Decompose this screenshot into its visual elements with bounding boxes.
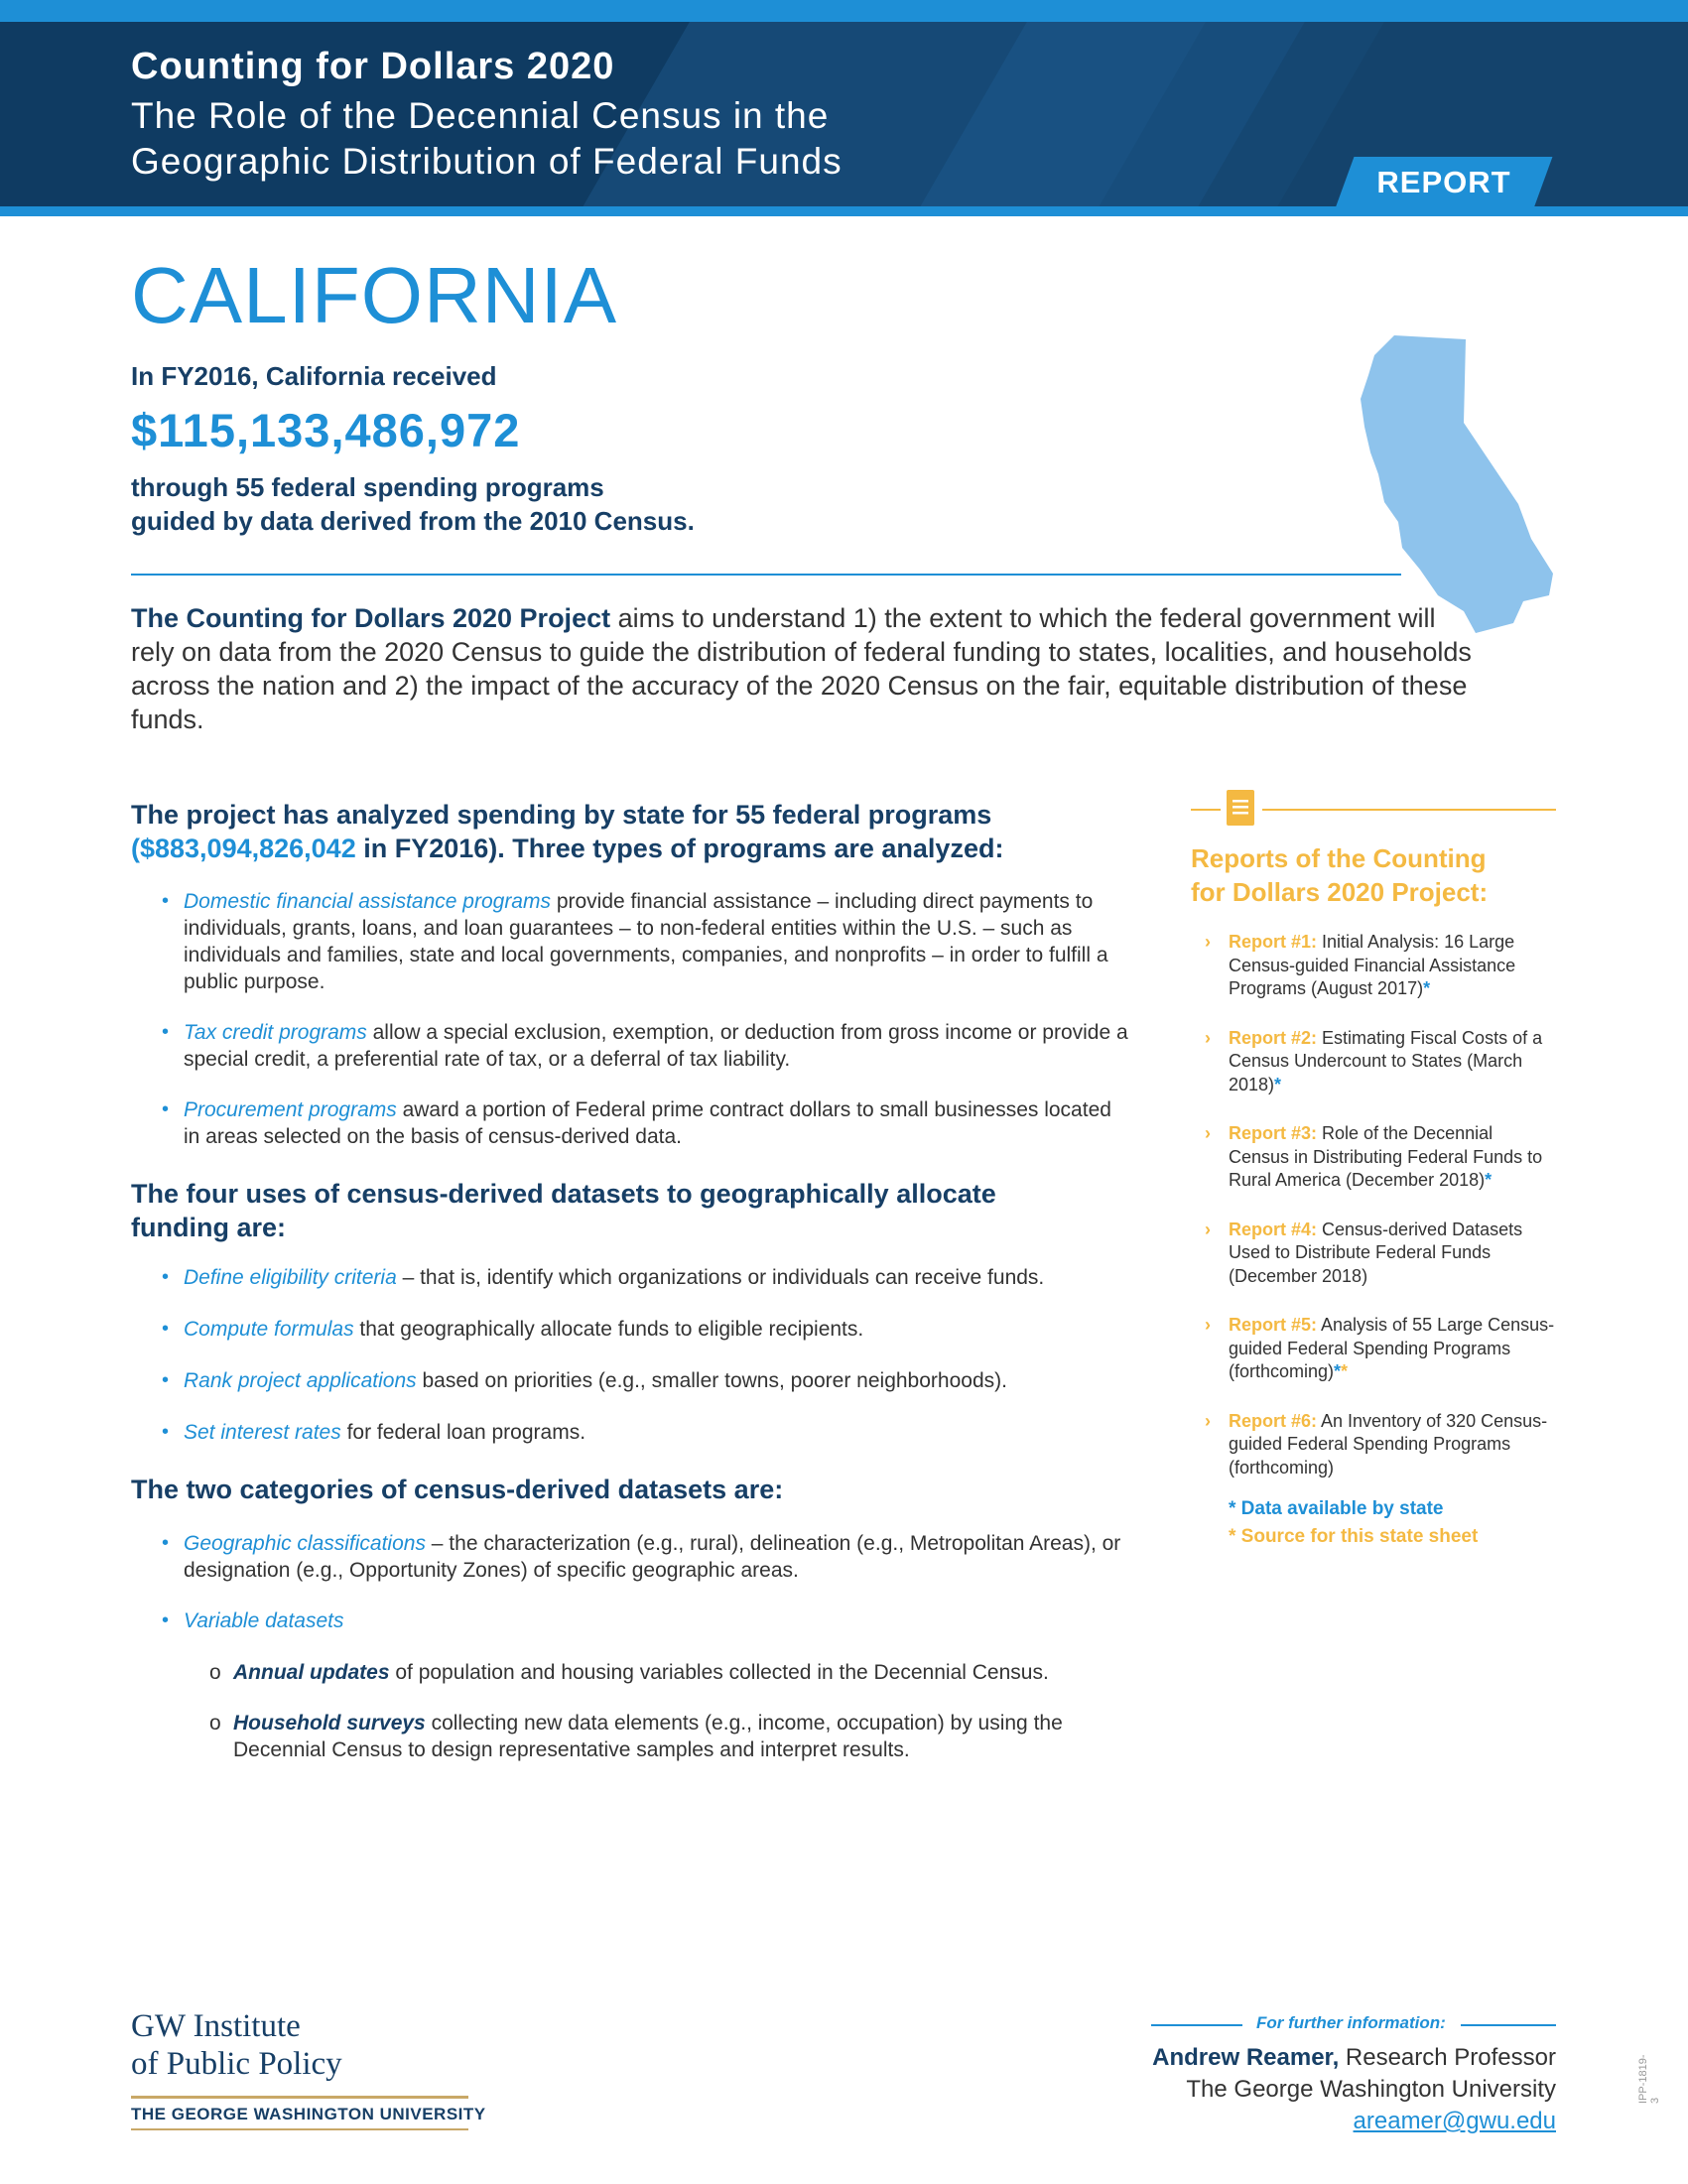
contact-title: Research Professor [1339, 2044, 1556, 2071]
list-item-term: Procurement programs [184, 1098, 397, 1121]
bullet-icon: • [162, 1318, 170, 1340]
list-item-text: – that is, identify which organizations or individuals can receive funds. [396, 1266, 1045, 1289]
section2-heading [131, 1177, 1123, 1244]
intro-highlight: The Counting for Dollars 2020 Project [131, 603, 611, 633]
sublist-item-term: Annual updates [233, 1661, 390, 1684]
intro-paragraph [131, 601, 1481, 736]
bullet-icon: • [162, 1532, 170, 1554]
report-text: Initial Analysis: 16 Large Census-guided Financial Assistance Programs (August 2017) [1229, 932, 1516, 998]
further-info-label: For further information: [1256, 2013, 1446, 2032]
org-name-line1: GW Institute [131, 2008, 301, 2044]
logo-rule [131, 2128, 468, 2130]
report-label: Report #1: [1229, 932, 1318, 952]
programs-line1: through 55 federal spending programs [131, 472, 604, 502]
chevron-right-icon: › [1205, 1315, 1211, 1335]
star-blue: * [1334, 1361, 1342, 1381]
document-id: IPP-1819-3 [1637, 2054, 1661, 2104]
bullet-icon: • [162, 1098, 170, 1120]
list-item [162, 1316, 1176, 1343]
chevron-right-icon: › [1205, 1219, 1211, 1239]
sublist-item-term: Household surveys [233, 1712, 426, 1734]
list-item-text: that geographically allocate funds to eligible recipients. [353, 1318, 864, 1341]
footer-rule [1461, 2024, 1556, 2026]
sidebar-rule [1191, 809, 1221, 811]
list-item-term: Define eligibility criteria [184, 1266, 397, 1289]
contact-name-line [1152, 2044, 1556, 2072]
university-name: THE GEORGE WASHINGTON UNIVERSITY [131, 2105, 486, 2123]
section1-heading-a: The project has analyzed spending by state for 55 federal programs [131, 800, 992, 830]
bullet-icon: • [162, 1021, 170, 1043]
list-item [162, 1019, 1131, 1073]
sidebar-title-line1: Reports of the Counting [1191, 843, 1487, 873]
list-item-term: Geographic classifications [184, 1532, 426, 1555]
report-text: Census-derived Datasets Used to Distribute Federal Funds (December 2018) [1229, 1219, 1523, 1286]
list-item [162, 1264, 1176, 1291]
report-item [1205, 1314, 1556, 1384]
section3-heading: The two categories of census-derived datasets are: [131, 1475, 784, 1504]
list-item [162, 1607, 1131, 1634]
bullet-icon: • [162, 1421, 170, 1443]
programs-line2: guided by data derived from the 2010 Census. [131, 506, 695, 536]
list-item-text: for federal loan programs. [340, 1421, 586, 1444]
report-subtitle-line2: Geographic Distribution of Federal Funds [131, 141, 843, 182]
report-title: Counting for Dollars 2020 [131, 46, 615, 87]
sidebar-title [1191, 841, 1488, 909]
section1-heading-b: in FY2016). Three types of programs are analyzed: [355, 834, 1004, 863]
state-name: CALIFORNIA [131, 251, 618, 339]
note-data-by-state: * Data available by state [1229, 1498, 1444, 1519]
list-item-term: Tax credit programs [184, 1021, 367, 1044]
report-item [1205, 1122, 1556, 1193]
org-name-line2: of Public Policy [131, 2046, 342, 2082]
circle-bullet-icon: o [209, 1712, 221, 1734]
logo-rule [131, 2096, 468, 2099]
sublist-item [209, 1659, 1126, 1686]
chevron-right-icon: › [1205, 1027, 1211, 1048]
variable-datasets-sublist [209, 1659, 1126, 1763]
report-tag [1336, 157, 1553, 208]
list-item-term: Rank project applications [184, 1369, 417, 1392]
list-item-text: provide financial assistance – including direct payments to individuals, grants, loans, and loan guarantees – to non-federal entities within the U.S. – such as individuals and families, state and local governments, companies, and nonprofits – in order to fulfill a public purpose. [184, 890, 1108, 993]
program-types-list [162, 888, 1131, 1150]
report-label: Report #6: [1229, 1410, 1318, 1431]
sublist-item [209, 1710, 1126, 1763]
star-blue: * [1485, 1170, 1493, 1190]
report-item [1205, 1027, 1556, 1097]
list-item [162, 888, 1131, 995]
list-item [162, 1367, 1176, 1394]
report-text: An Inventory of 320 Census-guided Federal Spending Programs (forthcoming) [1229, 1410, 1548, 1477]
sidebar-rule [1262, 809, 1556, 811]
section2-heading-line1: The four uses of census-derived datasets to geographically allocate [131, 1179, 996, 1209]
california-map-icon [1355, 335, 1563, 633]
star-blue: * [1423, 978, 1431, 998]
list-item-term: Set interest rates [184, 1421, 341, 1444]
sublist-item-text: collecting new data elements (e.g., income, occupation) by using the Decennial Census to design representative samples and interpret results. [233, 1712, 1063, 1761]
list-item-text: allow a special exclusion, exemption, or deduction from gross income or provide a special credit, a preferential rate of tax, or a deferral of tax liability. [184, 1021, 1128, 1071]
report-item [1205, 931, 1556, 1001]
bullet-icon: • [162, 890, 170, 912]
footer-rule [1151, 2024, 1242, 2026]
star-blue: * [1274, 1074, 1282, 1094]
report-text: Analysis of 55 Large Census-guided Federal Spending Programs (forthcoming) [1229, 1315, 1555, 1381]
reports-list [1205, 931, 1556, 1505]
bullet-icon: • [162, 1266, 170, 1288]
divider [131, 574, 1401, 576]
document-icon [1227, 790, 1254, 826]
banner-top-stripe [0, 0, 1688, 22]
report-label: Report #2: [1229, 1027, 1318, 1048]
sidebar-title-line2: for Dollars 2020 Project: [1191, 877, 1489, 907]
report-label: Report #4: [1229, 1219, 1318, 1239]
list-item [162, 1419, 1176, 1446]
dataset-categories-list [162, 1530, 1131, 1634]
report-item [1205, 1219, 1556, 1289]
note-source: * Source for this state sheet [1229, 1526, 1479, 1547]
list-item-text: award a portion of Federal prime contract dollars to small businesses located in areas selected on the basis of census-derived data. [184, 1098, 1111, 1148]
funding-amount: $115,133,486,972 [131, 404, 521, 456]
bullet-icon: • [162, 1609, 170, 1631]
report-tag-label: REPORT [1376, 165, 1511, 199]
list-item [162, 1530, 1131, 1584]
header-banner [0, 0, 1688, 216]
report-item [1205, 1410, 1556, 1480]
chevron-right-icon: › [1205, 1123, 1211, 1143]
section1-heading-amount: ($883,094,826,042 [131, 834, 356, 863]
chevron-right-icon: › [1205, 1410, 1211, 1431]
section1-heading [131, 798, 1123, 865]
contact-name: Andrew Reamer, [1152, 2044, 1340, 2071]
list-item-text: – the characterization (e.g., rural), delineation (e.g., Metropolitan Areas), or designation (e.g., Opportunity Zones) of specific geographic areas. [184, 1532, 1121, 1582]
chevron-right-icon: › [1205, 932, 1211, 952]
list-item-term: Compute formulas [184, 1318, 354, 1341]
list-item [162, 1096, 1131, 1150]
contact-org: The George Washington University [1186, 2076, 1556, 2103]
bullet-icon: • [162, 1369, 170, 1391]
sublist-item-text: of population and housing variables collected in the Decennial Census. [389, 1661, 1049, 1684]
report-label: Report #5: [1229, 1315, 1318, 1335]
section2-heading-line2: funding are: [131, 1213, 286, 1242]
report-subtitle-line1: The Role of the Decennial Census in the [131, 95, 830, 136]
list-item-term: Domestic financial assistance programs [184, 890, 551, 913]
report-label: Report #3: [1229, 1123, 1318, 1143]
list-item-term: Variable datasets [184, 1609, 344, 1632]
star-gold: * [1341, 1361, 1349, 1381]
report-text: Estimating Fiscal Costs of a Census Undercount to States (March 2018) [1229, 1027, 1543, 1094]
intro-text: aims to understand 1) the extent to which the federal government will rely on data from the 2020 Census to guide the distribution of federal funding to states, localities, and households across the nation and 2) the impact of the accuracy of the 2020 Census on the fair, equitable distribution of these funds. [131, 603, 1472, 734]
received-line: In FY2016, California received [131, 361, 497, 391]
list-item-text: based on priorities (e.g., smaller towns, poorer neighborhoods). [416, 1369, 1007, 1392]
circle-bullet-icon: o [209, 1661, 221, 1684]
contact-email-link[interactable]: areamer@gwu.edu [1353, 2108, 1556, 2134]
report-text: Role of the Decennial Census in Distributing Federal Funds to Rural America (December 2018) [1229, 1123, 1543, 1190]
dataset-uses-list [162, 1264, 1176, 1446]
